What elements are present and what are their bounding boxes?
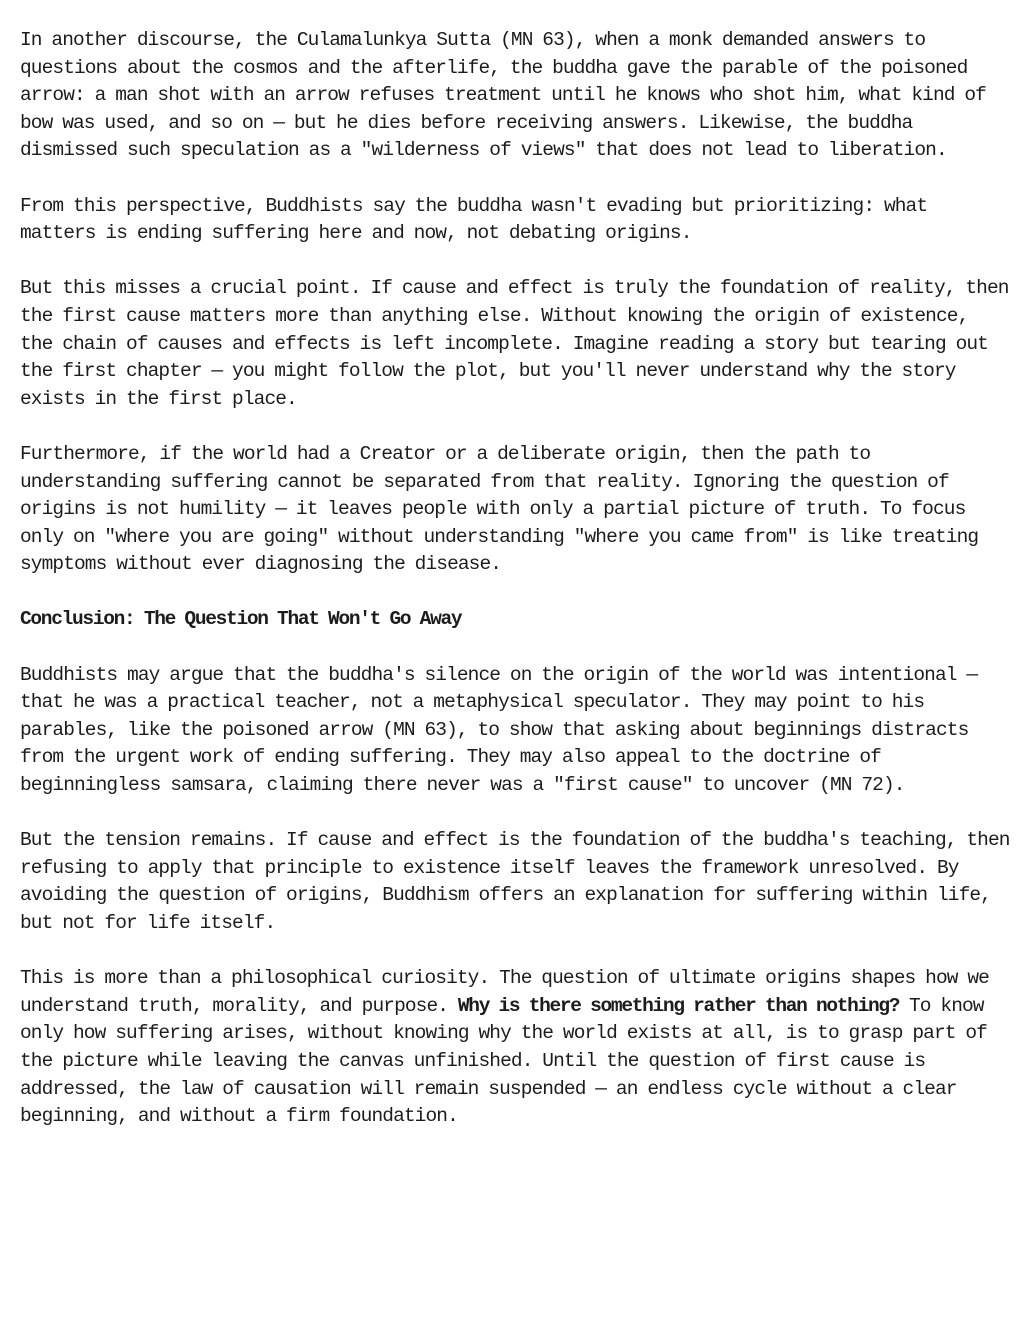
paragraph-parable: In another discourse, the Culamalunkya Sutta (MN 63), when a monk demanded answers to questions about the cosmos and the afterlife, the buddha gave the parable of the poisoned arrow: a man shot with an arrow refuses treatment until he knows who shot him, what kind of bow was used, and so on — but he dies before receiving answers. Likewise, the buddha dismissed such speculation as a "wilderness of views" that does not lead to liberation. [20,29,986,162]
paragraph-crucial-point: But this misses a crucial point. If cause and effect is truly the foundation of reality, then the first cause matters more than anything else. Without knowing the origin of existence, the chain of causes and effects is left incomplete. Imagine reading a story but tearing out the first chapter — you might follow the plot, but you'll never understand why the story exists in the first place. [20,277,1009,410]
document-page [20,27,1010,1158]
paragraph-perspective: From this perspective, Buddhists say the buddha wasn't evading but prioritizing: what matters is ending suffering here and now, not debating origins. [20,194,928,245]
paragraph-buddhist-argument: Buddhists may argue that the buddha's silence on the origin of the world was intentional — that he was a practical teacher, not a metaphysical speculator. They may point to his parables, like the poisoned arrow (MN 63), to show that asking about beginnings distracts from the urgent work of ending suffering. They may also appeal to the doctrine of beginningless samsara, claiming there never was a "first cause" to uncover (MN 72). [20,663,978,797]
paragraph-tension: But the tension remains. If cause and effect is the foundation of the buddha's teaching, then refusing to apply that principle to existence itself leaves the framework unresolved. By avoiding the question of origins, Buddhism offers an explanation for suffering within life, but not for life itself. [20,829,1010,934]
key-question: Why is there something rather than nothing? [457,994,900,1017]
final-text-before: This is more than a philosophical curiosity. The question of ultimate origins shapes how we understand truth, morality, and purpose. [20,967,989,1017]
paragraph-final [20,965,1010,1131]
final-text-after: To know only how suffering arises, without knowing why the world exists at all, is to grasp part of the picture while leaving the canvas unfinished. Until the question of first cause is addressed, the law of causation will remain suspended — an endless cycle without a clear beginning, and without a firm foundation. [20,994,987,1128]
paragraph-creator: Furthermore, if the world had a Creator or a deliberate origin, then the path to understanding suffering cannot be separated from that reality. Ignoring the question of origins is not humility — it leaves people with only a partial picture of truth. To focus only on "where you are going" without understanding "where you came from" is like treating symptoms without ever diagnosing the disease. [20,442,979,576]
section-heading: Conclusion: The Question That Won't Go Away [20,608,462,631]
